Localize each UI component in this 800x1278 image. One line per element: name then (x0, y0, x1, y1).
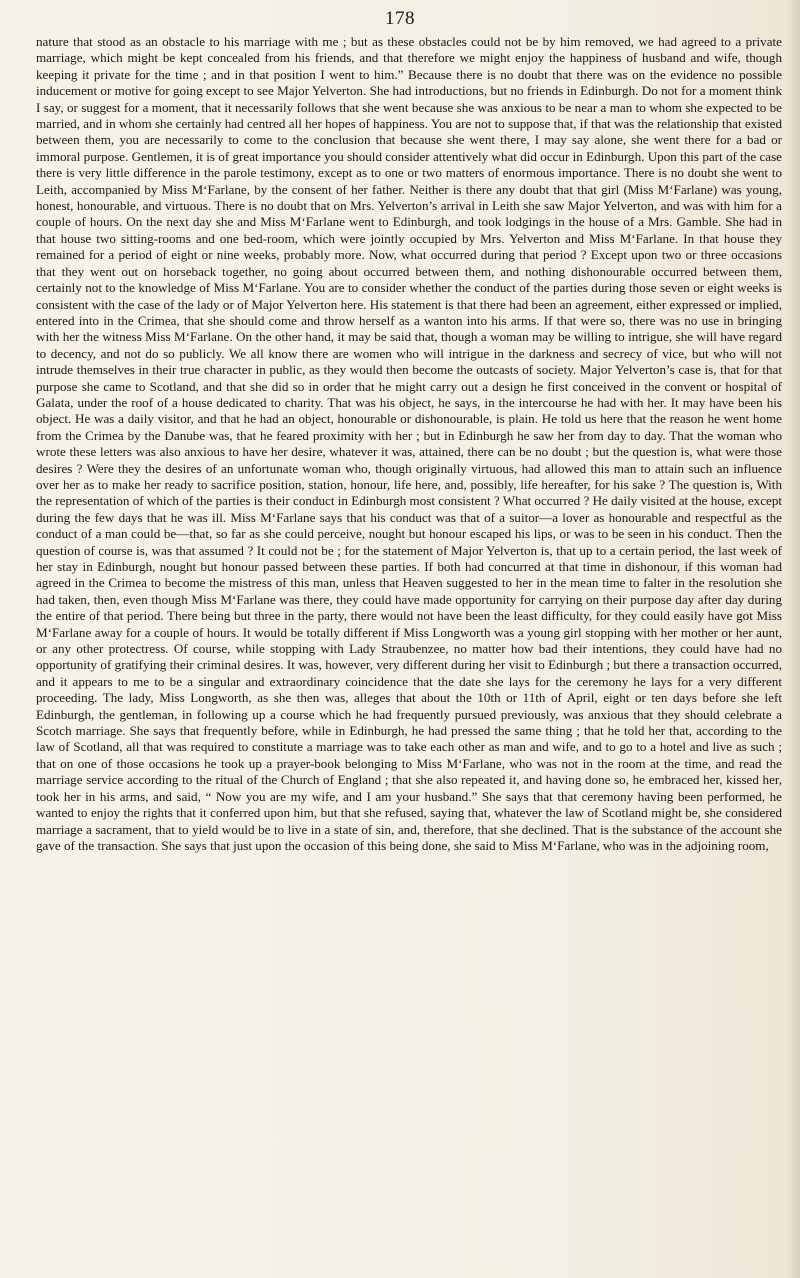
body-paragraph: nature that stood as an obstacle to his marriage with me ; but as these obstacles could not be by him removed, we had agreed to a private marriage, which might be kept concealed from his friends, and that therefore we might enjoy the happiness of husband and wife, though keeping it private for the time ; and in that position I went to him.” Because there is no doubt that there was on the evidence no possible inducement or motive for going except to see Major Yelverton. She had introductions, but no friends in Edinburgh. Do not for a moment think I say, or suggest for a moment, that it necessarily follows that she went because she was anxious to be near a man to whom she expected to be married, and in whom she certainly had centred all her hopes of happiness. You are not to suppose that, if that was the relationship that existed between them, you are necessarily to come to the conclusion that because she went there, I may say alone, she went there for a bad or immoral purpose. Gentlemen, it is of great importance you should consider attentively what did occur in Edinburgh. Upon this part of the case there is very little difference in the parole testimony, except as to one or two matters of enormous importance. There is no doubt she went to Leith, accompanied by Miss M‘Farlane, by the consent of her father. Neither is there any doubt that that girl (Miss M‘Farlane) was young, honest, honourable, and virtuous. There is no doubt that on Mrs. Yelverton’s arrival in Leith she saw Major Yelverton, and was with him for a couple of hours. On the next day she and Miss M‘Farlane went to Edinburgh, and took lodgings in the house of a Mrs. Gamble. She had in that house two sitting-rooms and one bed-room, which were jointly occupied by Mrs. Yelverton and Miss M‘Farlane. In that house they remained for a period of eight or nine weeks, probably more. Now, what occurred during that period ? Except upon two or three occasions that they went out on horseback together, no going about occurred between them, and nothing dishonourable occurred between them, certainly not to the knowledge of Miss M‘Farlane. You are to consider whether the conduct of the parties during those seven or eight weeks is consistent with the case of the lady or of Major Yelverton here. His statement is that there had been an agreement, either expressed or implied, entered into in the Crimea, that she should come and throw herself as a wanton into his arms. If that were so, there was no use in bringing with her the witness Miss M‘Farlane. On the other hand, it may be said that, though a woman may be willing to intrigue, she will have regard to decency, and not do so publicly. We all know there are women who will intrigue in the darkness and secrecy of vice, but who will not intrude themselves in their true character in public, as they would then become the outcasts of society. Major Yelverton’s case is, that for that purpose she came to Scotland, and that she did so in order that he might carry out a design he first conceived in the convent or hospital of Galata, under the roof of a house dedicated to charity. That was his object, he says, in the intercourse he had with her. It may have been his object. He was a daily visitor, and that he had an object, honourable or dishonourable, is plain. He told us here that the reason he went home from the Crimea by the Danube was, that he feared proximity with her ; but in Edinburgh he saw her from day to day. That the woman who wrote these letters was also anxious to have her desire, whatever it was, attained, there can be no doubt ; but the question is, what were those desires ? Were they the desires of an unfortunate woman who, though originally virtuous, had allowed this man to attain such an influence over her as to make her ready to sacrifice position, station, honour, life here, and, possibly, life hereafter, for his sake ? The question is, With the representation of which of the parties is their conduct in Edinburgh most consistent ? What occurred ? He daily visited at the house, except during the few days that he was ill. Miss M‘Farlane says that his conduct was that of a suitor—a lover as honourable and respectful as the conduct of a man could be—that, so far as she could perceive, nought but honour escaped his lips, or was to be seen in his conduct. Then the question of course is, was that assumed ? It could not be ; for the statement of Major Yelverton is, that up to a certain period, the last week of her stay in Edinburgh, nought but honour passed between these parties. If both had concurred at that time in dishonour, if this woman had agreed in the Crimea to become the mistress of this man, unless that Heaven suggested to her in the mean time to falter in the resolution she had taken, then, even though Miss M‘Farlane was there, they could have made opportunity for carrying on their purpose day after day during the entire of that period. There being but three in the party, there would not have been the least difficulty, for they could easily have got Miss M‘Farlane away for a couple of hours. It would be totally different if Miss Longworth was a young girl stopping with her mother or her aunt, or any other protectress. Of course, while stopping with Lady Straubenzee, no matter how bad their intentions, they could have had no opportunity of gratifying their criminal desires. It was, however, very different during her visit to Edinburgh ; but there a transaction occurred, and it appears to me to be a singular and extraordinary coincidence that the date she lays for the ceremony he lays for a very different proceeding. The lady, Miss Longworth, as she then was, alleges that about the 10th or 11th of April, eight or ten days before she left Edinburgh, the gentleman, in following up a course which he had frequently pursued previously, was anxious that they should celebrate a Scotch marriage. She says that frequently before, while in Edinburgh, he had pressed the same thing ; that he told her that, according to the law of Scotland, all that was required to constitute a marriage was to take each other as man and wife, and to go to a hotel and live as such ; that on one of those occasions he took up a prayer-book belonging to Miss M‘Farlane, who was not in the room at the time, and read the marriage service according to the ritual of the Church of England ; that she also repeated it, and having done so, he embraced her, kissed her, took her in his arms, and said, “ Now you are my wife, and I am your husband.” She says that that ceremony having been performed, he wanted to enjoy the rights that it conferred upon him, but that she refused, saying that, whatever the law of Scotland might be, she considered marriage a sacrament, that to yield would be to live in a state of sin, and, therefore, that she declined. That is the substance of the account she gave of the transaction. She says that just upon the occasion of this being done, she said to Miss M‘Farlane, who was in the adjoining room, (36, 34, 782, 853)
body-text (36, 34, 782, 1268)
page-edge-shadow (786, 0, 800, 1278)
page-number: 178 (385, 8, 415, 29)
